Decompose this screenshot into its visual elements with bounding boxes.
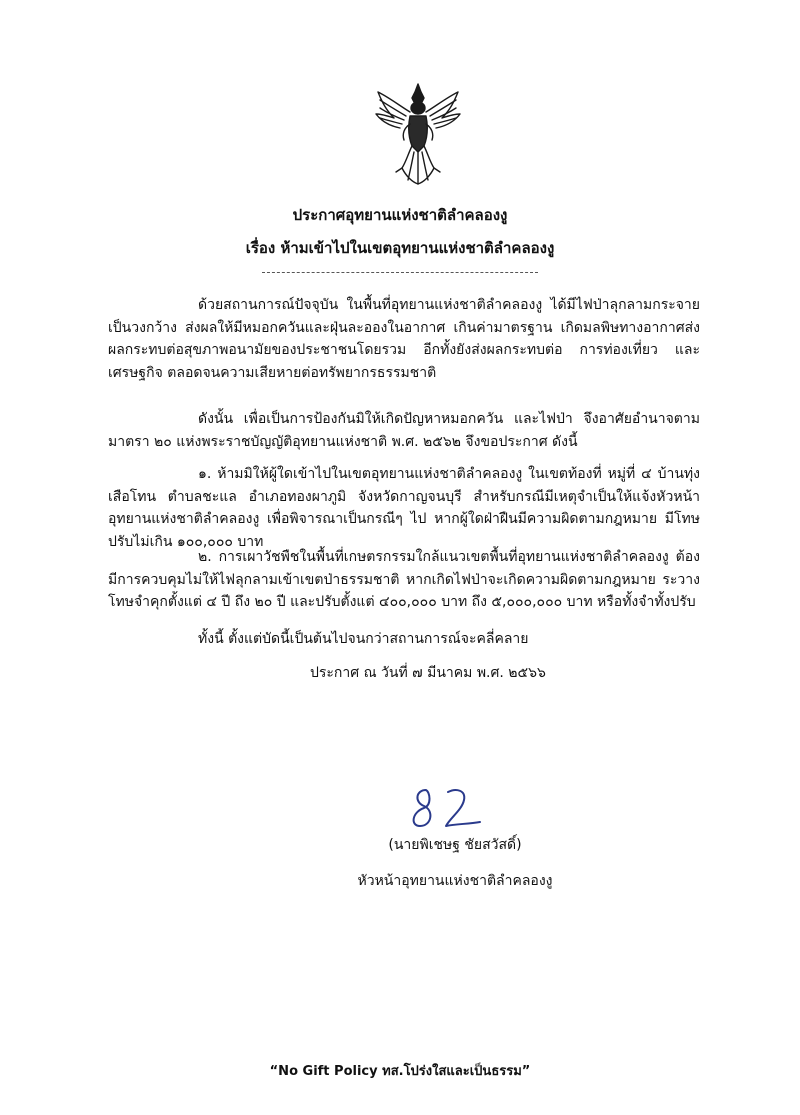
announcement-title: ประกาศอุทยานแห่งชาติลำคลองงู bbox=[292, 206, 508, 224]
body-paragraph-3: ๑. ห้ามมิให้ผู้ใดเข้าไปในเขตอุทยานแห่งชาติลำคลองงู ในเขตท้องที่ หมู่ที่ ๔ บ้านทุ่งเสือโทน ตำบลชะแล อำเภอทองผาภูมิ จังหวัดกาญจนบุรี สำหรับกรณีมีเหตุจำเป็นให้แจ้งหัวหน้าอุทยานแห่งชาติลำคลองงู เพื่อพิจารณาเป็นกรณีๆ ไป หากผู้ใดฝ่าฝืนมีความผิดตามกฎหมาย มีโทษปรับไม่เกิน ๑๐๐,๐๐๐ บาท bbox=[108, 466, 700, 550]
body-paragraph-1: ด้วยสถานการณ์ปัจจุบัน ในพื้นที่อุทยานแห่งชาติลำคลองงู ได้มีไฟป่าลุกลามกระจายเป็นวงกว้าง ส่งผลให้มีหมอกควันและฝุ่นละอองในอากาศ เกินค่ามาตรฐาน เกิดมลพิษทางอากาศส่งผลกระทบต่อสุขภาพอนามัยของประชาชนโดยรวม อีกทั้งยังส่งผลกระทบต่อ การท่องเที่ยว และเศรษฐกิจ ตลอดจนความเสียหายต่อทรัพยากรธรรมชาติ bbox=[108, 297, 700, 381]
signer-position: หัวหน้าอุทยานแห่งชาติลำคลองงู bbox=[357, 873, 553, 889]
body-paragraph-4: ๒. การเผาวัชพืชในพื้นที่เกษตรกรรมใกล้แนวเขตพื้นที่อุทยานแห่งชาติลำคลองงู ต้องมีการควบคุมไม่ให้ไฟลุกลามเข้าเขตป่าธรรมชาติ หากเกิดไฟป่าจะเกิดความผิดตามกฎหมาย ระวางโทษจำคุกตั้งแต่ ๔ ปี ถึง ๒๐ ปี และปรับตั้งแต่ ๔๐๐,๐๐๐ บาท ถึง ๕,๐๐๐,๐๐๐ บาท หรือทั้งจำทั้งปรับ bbox=[108, 549, 700, 610]
announcement-subject: เรื่อง ห้ามเข้าไปในเขตอุทยานแห่งชาติลำคลองงู bbox=[245, 239, 555, 257]
garuda-emblem-icon bbox=[372, 80, 464, 188]
announcement-date: ประกาศ ณ วันที่ ๗ มีนาคม พ.ศ. ๒๕๖๖ bbox=[310, 665, 546, 681]
no-gift-policy-footer: “No Gift Policy ทส.โปร่งใสและเป็นธรรม” bbox=[269, 1064, 531, 1079]
handwritten-signature-icon bbox=[404, 782, 486, 832]
title-separator bbox=[262, 272, 538, 273]
body-paragraph-2: ดังนั้น เพื่อเป็นการป้องกันมิให้เกิดปัญหาหมอกควัน และไฟป่า จึงอาศัยอำนาจตามมาตรา ๒๐ แห่งพระราชบัญญัติอุทยานแห่งชาติ พ.ศ. ๒๕๖๒ จึงขอประกาศ ดังนี้ bbox=[108, 411, 700, 450]
body-paragraph-5: ทั้งนี้ ตั้งแต่บัดนี้เป็นต้นไปจนกว่าสถานการณ์จะคลี่คลาย bbox=[198, 631, 529, 647]
signer-name: (นายพิเชษฐ ชัยสวัสดิ์) bbox=[388, 837, 522, 853]
